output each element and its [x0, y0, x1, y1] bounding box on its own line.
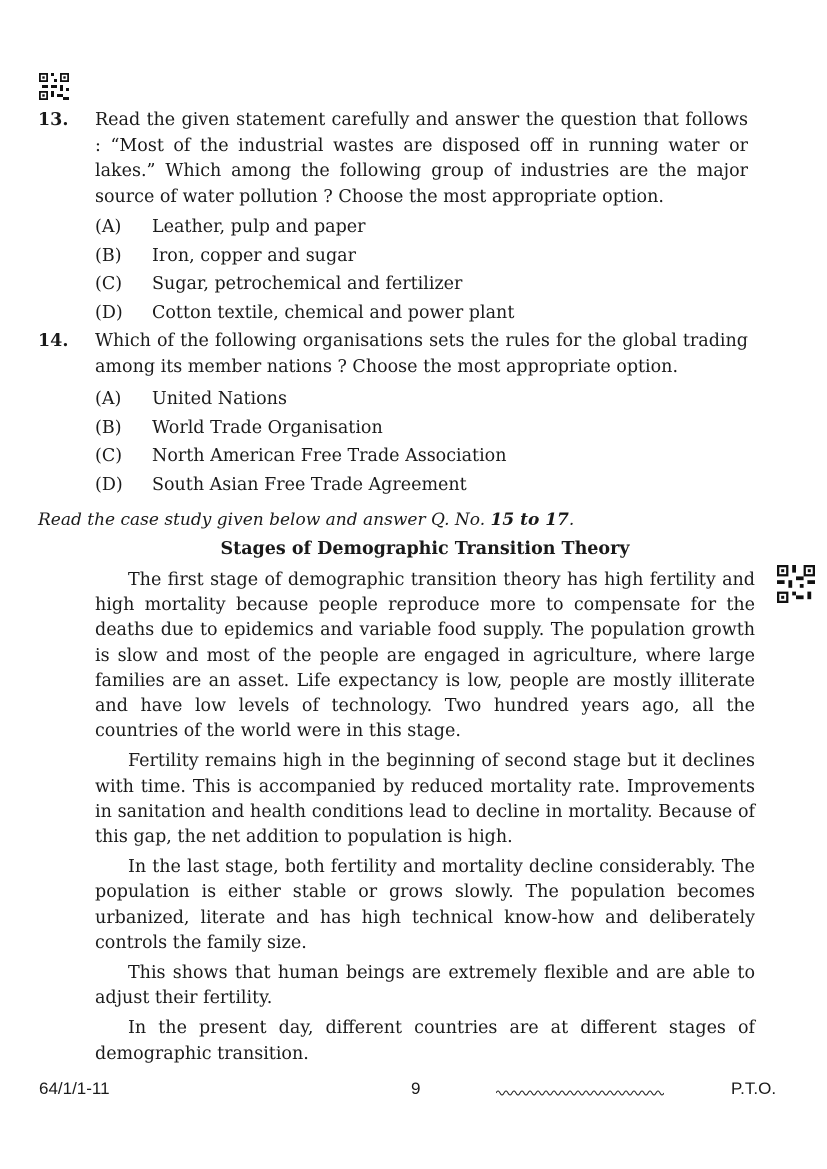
option-a	[95, 214, 748, 242]
option-label: (B)	[95, 245, 122, 266]
option-text: Leather, pulp and paper	[152, 217, 366, 238]
option-label: (C)	[95, 274, 123, 295]
option-list	[95, 386, 748, 500]
instruction-from: 15	[490, 510, 515, 530]
option-b	[95, 242, 748, 270]
option-label: (A)	[95, 217, 122, 238]
option-label: (D)	[95, 474, 123, 495]
case-paragraph: In the present day, different countries are at different stages of demographic transition.	[95, 1018, 755, 1064]
option-b	[95, 414, 748, 442]
case-paragraph: In the last stage, both fertility and mortality decline considerably. The population is either stable or grows slowly. The population becomes urbanized, literate and has high technical know-how and deliberately controls the family size.	[95, 857, 755, 953]
case-paragraph: Fertility remains high in the beginning of second stage but it declines with time. This is accompanied by reduced mortality rate. Improvements in sanitation and health conditions lead to decline in mortality. Because of this gap, the net addition to population is high.	[95, 751, 755, 848]
option-d	[95, 471, 748, 499]
instruction-suffix: .	[568, 510, 575, 530]
footer-page-number: 9	[411, 1079, 421, 1098]
instruction-to: 17	[545, 510, 569, 530]
option-text: United Nations	[152, 389, 287, 410]
option-text: Cotton textile, chemical and power plant	[152, 302, 515, 323]
option-text: Sugar, petrochemical and fertilizer	[152, 274, 463, 295]
instruction-mid: to	[514, 510, 546, 530]
option-a	[95, 386, 748, 414]
option-label: (D)	[95, 302, 123, 323]
question-14	[38, 329, 748, 500]
question-stem: Which of the following organisations sets the rules for the global trading among its member nations ? Choose the most appropriate option.	[95, 331, 748, 377]
option-label: (C)	[95, 446, 123, 467]
option-c	[95, 443, 748, 471]
question-number: 14.	[38, 331, 69, 351]
option-text: North American Free Trade Association	[152, 446, 507, 467]
squiggle-decoration	[496, 1083, 664, 1102]
case-paragraph: The first stage of demographic transition theory has high fertility and high mortality because people reproduce more to compensate for the deaths due to epidemics and variable food supply. The population growth is slow and most of the people are engaged in agriculture, where large families are an asset. Life expectancy is low, people are mostly illiterate and have low levels of technology. Two hundred years ago, all the countries of the world were in this stage.	[95, 570, 755, 742]
footer-pto: P.T.O.	[731, 1079, 777, 1098]
question-stem: Read the given statement carefully and answer the question that follows : “Most of the industrial wastes are disposed off in running water or lakes.” Which among the following group of industries are the major source of water pollution ? Choose the most appropriate option.	[95, 110, 748, 207]
qr-code-side	[776, 565, 816, 603]
qr-code-top	[39, 73, 69, 100]
option-label: (B)	[95, 417, 122, 438]
option-label: (A)	[95, 389, 122, 410]
option-text: World Trade Organisation	[152, 417, 383, 438]
option-c	[95, 271, 748, 299]
case-study-title: Stages of Demographic Transition Theory	[220, 539, 630, 559]
option-text: South Asian Free Trade Agreement	[152, 474, 467, 495]
option-list	[95, 214, 748, 328]
option-d	[95, 299, 748, 327]
option-text: Iron, copper and sugar	[152, 245, 356, 266]
footer-code: 64/1/1-11	[39, 1079, 110, 1098]
instruction-prefix: Read the case study given below and answer Q. No.	[38, 510, 491, 530]
question-13	[38, 108, 748, 328]
case-study-body	[95, 568, 755, 1072]
case-paragraph: This shows that human beings are extremely flexible and are able to adjust their fertility.	[95, 963, 755, 1009]
case-study-instruction	[38, 510, 574, 530]
question-number: 13.	[38, 110, 69, 130]
